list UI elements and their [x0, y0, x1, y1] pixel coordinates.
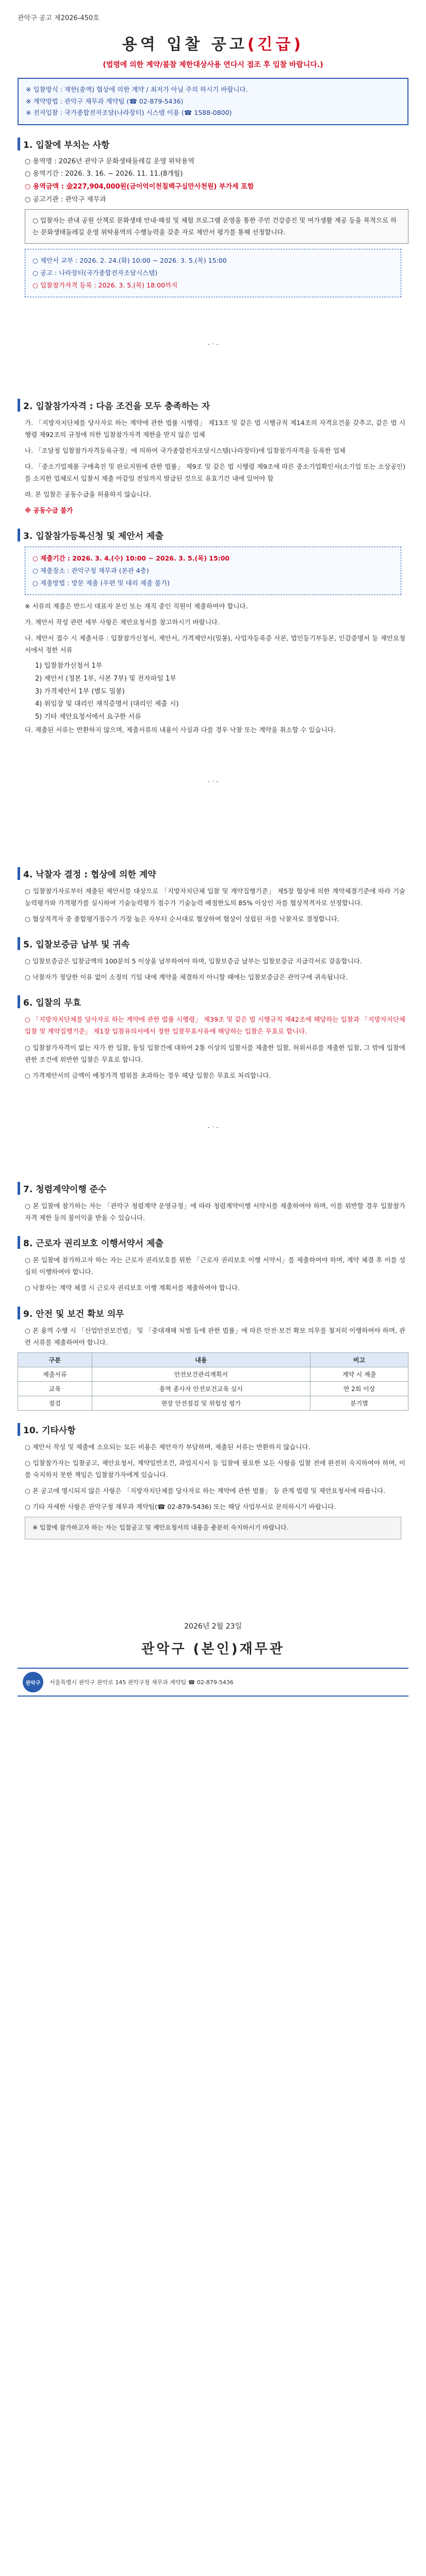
- submission-line: ○ 제출장소 : 관악구청 재무과 (본관 4층): [32, 567, 149, 575]
- page-subtitle: (법령에 의한 계약/불참 제한대상사용 연다시 접조 후 입찰 바랍니다.): [103, 61, 323, 69]
- sec6-para: ○ 「지방자치단체를 당사자로 하는 계약에 관한 법률 시행령」 제39조 및 같은 법 시행규칙 제42조에 해당하는 입찰과 「지방자치단체 입찰 및 계약집행기준」 제1장 입찰유의서에서 정한 입찰무효사유에 해당하는 입찰은 무효로 합니다.: [25, 1015, 405, 1036]
- safety-table: [18, 1352, 408, 1411]
- purpose-box: ○ 입찰자는 관내 공원 산책로 문화생태 안내·해설 및 체험 프로그램 운영을 통한 주민 건강증진 및 여가생활 제공 등을 목적으로 하는 문화생태둘레길 운영 위탁용역의 수행능력을 갖춘 자로 제안서 평가를 통해 선정합니다.: [25, 209, 408, 244]
- section-9-title: 9. 안전 및 보건 확보 의무: [18, 1307, 408, 1319]
- sec3-sub: 1) 입찰참가신청서 1부: [35, 662, 103, 670]
- section-3-title: 3. 입찰참가등록신청 및 제안서 제출: [18, 529, 408, 541]
- footer-date: 2026년 2월 23일: [184, 1622, 242, 1631]
- sec1-item: ○ 용역금액 : 金227,904,000원(금이억이천칠백구십만사천원) 부가세 포함: [25, 182, 254, 191]
- table-row: [18, 1367, 408, 1381]
- table-cell: 교육: [18, 1381, 92, 1396]
- section-10-title: 10. 기타사항: [18, 1423, 408, 1436]
- bottom-band: [18, 1668, 408, 1697]
- sec1-agency: ○ 공고기관 : 관악구 재무과: [25, 195, 106, 204]
- submission-line: ○ 제출기간 : 2026. 3. 4.(수) 10:00 ~ 2026. 3. 5.(목) 15:00: [32, 554, 230, 563]
- sec5-para: ○ 입찰보증금은 입찰금액의 100분의 5 이상을 납부하여야 하며, 입찰보증금 납부는 입찰보증금 지급각서로 갈음합니다.: [25, 957, 362, 965]
- table-header-cell: 비고: [310, 1352, 408, 1367]
- district-logo-icon: 관악구: [23, 1672, 43, 1692]
- section-1-title: 1. 입찰에 부치는 사항: [18, 138, 408, 150]
- sec7-para: ○ 본 입찰에 참가하는 자는 「관악구 청렴계약 운영규정」에 따라 청렴계약이행 서약서를 제출하여야 하며, 이를 위반할 경우 입찰참가자격 제한 등의 불이익을 받을 수 있습니다.: [25, 1201, 405, 1222]
- sec3-sub: 5) 기타 제안요청서에서 요구한 서류: [35, 713, 141, 721]
- notice-number: 관악구 공고 제2026-450호: [18, 14, 100, 22]
- footer-org: 관악구 (본인)재무관: [141, 1641, 285, 1657]
- sec1-item: ○ 용역명 : 2026년 관악구 문화생태둘레길 운영 위탁용역: [25, 157, 194, 165]
- table-cell: 점검: [18, 1396, 92, 1410]
- submission-line: ○ 제출방법 : 방문 제출 (우편 및 대리 제출 불가): [32, 579, 170, 587]
- infobox-line: ※ 계약방법 : 관악구 재무과 계약팀 (☎ 02-879-5436): [26, 97, 184, 105]
- sec10-para: ○ 입찰참가자는 입찰공고, 제안요청서, 계약일반조건, 과업지시서 등 입찰에 필요한 모든 사항을 입찰 전에 완전히 숙지하여야 하며, 이를 숙지하지 못한 책임은 입찰참가자에게 있습니다.: [25, 1459, 405, 1479]
- sec2-para: 나. 「조달청 입찰참가자격등록규정」에 의하여 국가종합전자조달시스템(나라장터)에 입찰참가자격을 등록한 업체: [25, 446, 346, 454]
- page-title: [18, 31, 408, 54]
- table-cell: 현장 안전점검 및 위험성 평가: [92, 1396, 310, 1410]
- divider: - · -: [207, 340, 219, 348]
- sec10-para: ○ 제안서 작성 및 제출에 소요되는 모든 비용은 제안자가 부담하며, 제출된 서류는 반환하지 않습니다.: [25, 1443, 310, 1451]
- table-cell: 연 2회 이상: [310, 1381, 408, 1396]
- schedule-box: [25, 249, 401, 297]
- submission-box: [25, 547, 401, 595]
- table-cell: 제출서류: [18, 1367, 92, 1381]
- title-main: 용역 입찰 공고: [122, 36, 248, 54]
- sec10-para: ○ 기타 자세한 사항은 관악구청 재무과 계약팀(☎ 02-879-5436) 또는 해당 사업부서로 문의하시기 바랍니다.: [25, 1503, 336, 1511]
- sec3-sub: 3) 가격제안서 1부 (별도 밀봉): [35, 687, 125, 696]
- sec8-para: ○ 본 입찰에 참가하고자 하는 자는 근로자 권리보호를 위한 「근로자 권리보호 이행 서약서」를 제출하여야 하며, 계약 체결 후 이를 성실히 이행하여야 합니다.: [25, 1256, 405, 1276]
- sec3-sub: 2) 제안서 (정본 1부, 사본 7부) 및 전자파일 1부: [35, 674, 176, 683]
- schedule-line: ○ 제안서 교부 : 2026. 2. 24.(화) 10:00 ~ 2026. 3. 5.(목) 15:00: [32, 257, 227, 265]
- section-8-title: 8. 근로자 권리보호 이행서약서 제출: [18, 1236, 408, 1249]
- bottom-band-text: 서울특별시 관악구 관악로 145 관악구청 재무과 계약팀 ☎ 02-879-5436: [50, 1679, 234, 1686]
- sec2-para: 라. 본 입찰은 공동수급을 허용하지 않습니다.: [25, 490, 152, 499]
- notice-box: ※ 입찰에 참가하고자 하는 자는 입찰공고 및 제안요청서의 내용을 충분히 숙지하시기 바랍니다.: [25, 1517, 401, 1539]
- section-6-title: 6. 입찰의 무효: [18, 995, 408, 1008]
- sec5-para: ○ 낙찰자가 정당한 이유 없이 소정의 기일 내에 계약을 체결하지 아니할 때에는 입찰보증금은 관악구에 귀속됩니다.: [25, 973, 348, 981]
- table-header-cell: 내용: [92, 1352, 310, 1367]
- table-header-cell: 구분: [18, 1352, 92, 1367]
- sec3-para: ※ 서류의 제출은 반드시 대표자 본인 또는 재직 중인 직원이 제출하여야 합니다.: [25, 602, 248, 610]
- table-cell: 분기별: [310, 1396, 408, 1410]
- schedule-line: ○ 입찰참가자격 등록 : 2026. 3. 5.(목) 18:00까지: [32, 281, 178, 289]
- sec4-para: ○ 협상적격자 중 종합평가점수가 가장 높은 자부터 순서대로 협상하여 협상이 성립된 자를 낙찰자로 결정합니다.: [25, 914, 339, 923]
- sec2-para: 가. 「지방자치단체를 당사자로 하는 계약에 관한 법률 시행령」 제13조 및 같은 법 시행규칙 제14조의 자격요건을 갖추고, 같은 법 시행령 제92조의 규정에 의한 입찰참가자격 제한을 받지 않은 업체: [25, 418, 405, 438]
- sec9-para: ○ 본 용역 수행 시 「산업안전보건법」 및 「중대재해 처벌 등에 관한 법률」에 따른 안전·보건 확보 의무를 철저히 이행하여야 하며, 관련 서류를 제출하여야 합니다.: [25, 1326, 405, 1346]
- section-7-title: 7. 청렴계약이행 준수: [18, 1182, 408, 1195]
- sec3-para: 나. 제안서 접수 시 제출서류 : 입찰참가신청서, 제안서, 가격제안서(밀봉), 사업자등록증 사본, 법인등기부등본, 인감증명서 등 제안요청서에서 정한 서류: [25, 634, 405, 654]
- sec8-para: ○ 낙찰자는 계약 체결 시 근로자 권리보호 이행 계획서를 제출하여야 합니다.: [25, 1284, 240, 1292]
- sec6-para: ○ 가격제안서의 금액이 예정가격 범위를 초과하는 경우 해당 입찰은 무효로 처리합니다.: [25, 1071, 271, 1079]
- table-row: [18, 1381, 408, 1396]
- table-header-row: [18, 1352, 408, 1367]
- sec3-sub: 4) 위임장 및 대리인 재직증명서 (대리인 제출 시): [35, 700, 179, 708]
- sec6-para: ○ 입찰참가자격이 없는 자가 한 입찰, 동일 입찰건에 대하여 2통 이상의 입찰서를 제출한 입찰, 허위서류를 제출한 입찰, 그 밖에 입찰에 관한 조건에 위반한 입찰은 무효로 합니다.: [25, 1043, 405, 1063]
- infobox-line: ※ 전자입찰 : 국가종합전자조달(나라장터) 시스템 이용 (☎ 1588-0800): [26, 109, 232, 116]
- section-5-title: 5. 입찰보증금 납부 및 귀속: [18, 937, 408, 950]
- table-cell: 안전보건관리계획서: [92, 1367, 310, 1381]
- section-4-title: 4. 낙찰자 결정 : 협상에 의한 계약: [18, 867, 408, 880]
- sec3-para: 가. 제안서 작성 관련 세부 사항은 제안요청서를 참고하시기 바랍니다.: [25, 618, 220, 626]
- sec10-para: ○ 본 공고에 명시되지 않은 사항은 「지방자치단체를 당사자로 하는 계약에 관한 법률」 등 관계 법령 및 제안요청서에 따릅니다.: [25, 1487, 386, 1495]
- schedule-line: ○ 공고 : 나라장터(국가종합전자조달시스템): [32, 269, 158, 277]
- divider: - · -: [207, 1123, 219, 1131]
- sec2-para: 다. 「중소기업제품 구매촉진 및 판로지원에 관한 법률」 제9조 및 같은 법 시행령 제9조에 따른 중소기업확인서(소기업 또는 소상공인)를 소지한 업체로서 입찰서 제출 마감일 전일까지 발급된 것으로 유효기간 내에 있어야 함: [25, 462, 405, 482]
- table-row: [18, 1396, 408, 1410]
- sec1-item: ○ 용역기간 : 2026. 3. 16. ~ 2026. 11. 11.(8개월): [25, 170, 183, 178]
- section-2-title: 2. 입찰참가자격 : 다음 조건을 모두 충족하는 자: [18, 399, 408, 412]
- divider: - · -: [207, 777, 219, 786]
- sec2-note: ※ 공동수급 불가: [25, 506, 73, 515]
- table-cell: 용역 종사자 안전보건교육 실시: [92, 1381, 310, 1396]
- summary-infobox: [18, 78, 408, 125]
- sec3-para: 다. 제출된 서류는 반환하지 않으며, 제출서류의 내용이 사실과 다를 경우 낙찰 또는 계약을 취소할 수 있습니다.: [25, 725, 336, 734]
- infobox-line: ※ 입찰방식 : 제한(총액) 협상에 의한 계약 / 최저가 아님 주의 하시기 바랍니다.: [26, 86, 248, 93]
- sec4-para: ○ 입찰참가자로부터 제출된 제안서를 대상으로 「지방자치단체 입찰 및 계약집행기준」 제5장 협상에 의한 계약체결기준에 따라 기술능력평가와 가격평가를 실시하여 기술능력평가 점수가 기술능력 배점한도의 85% 이상인 자를 협상적격자로 선정합니다.: [25, 887, 405, 907]
- table-cell: 계약 시 제출: [310, 1367, 408, 1381]
- title-urgent: (긴급): [247, 36, 304, 54]
